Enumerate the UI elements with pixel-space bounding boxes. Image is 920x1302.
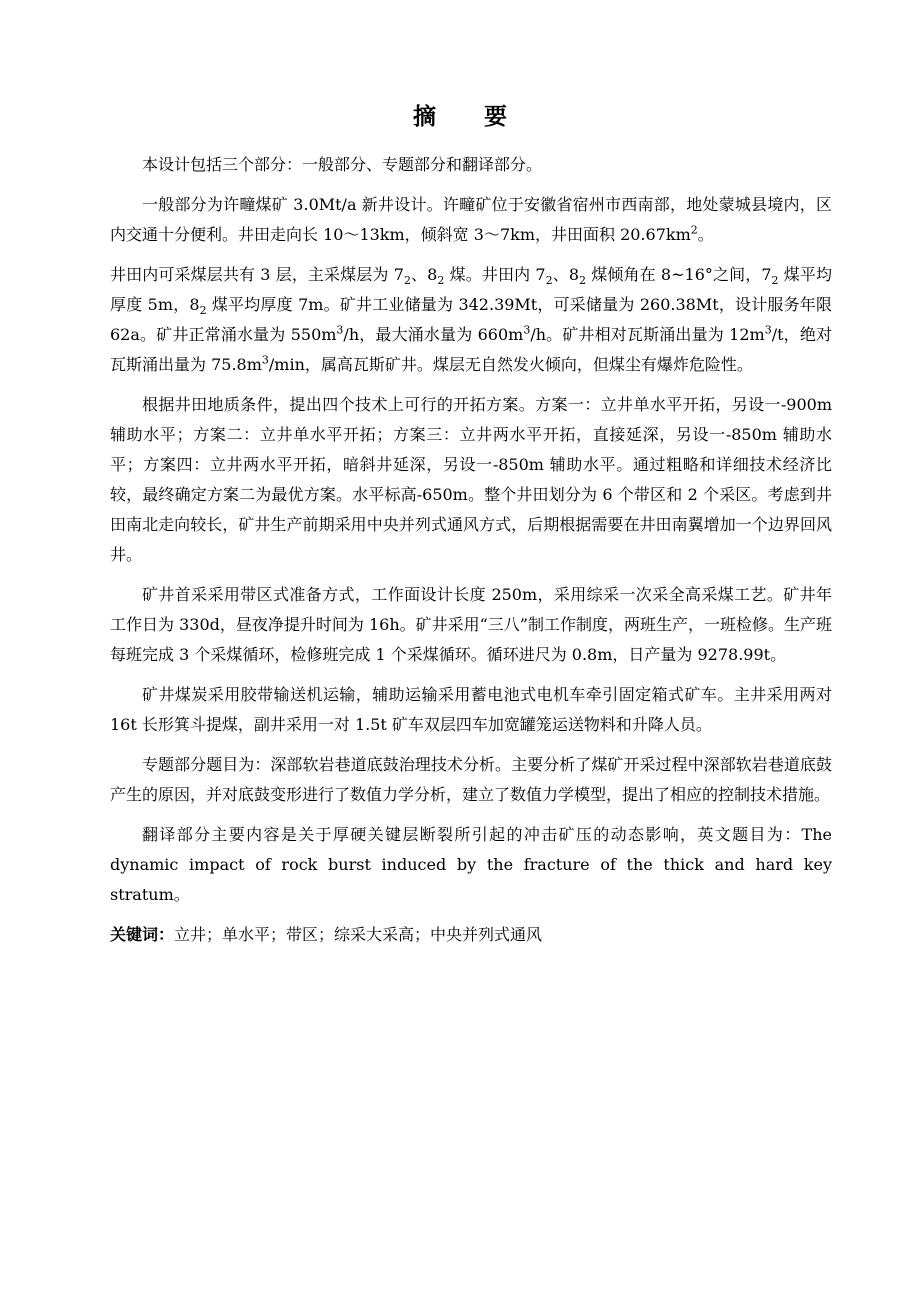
text-run: 、8 (552, 265, 580, 284)
text-run: 煤倾角在 8~16°之间，7 (586, 265, 772, 284)
subscript: 2 (771, 274, 779, 288)
text-run: 煤平均厚度 5m，8 (110, 265, 832, 314)
subscript: 2 (199, 304, 207, 318)
paragraph-intro: 本设计包括三个部分：一般部分、专题部分和翻译部分。 (142, 155, 543, 174)
text-run: 煤。井田内 7 (444, 265, 546, 284)
text-run: /t，绝对瓦斯涌出量为 75.8m (110, 325, 832, 374)
subscript: 2 (403, 274, 411, 288)
superscript: 3 (336, 323, 344, 337)
keywords-value: 立井；单水平；带区；综采大采高；中央并列式通风 (174, 925, 543, 944)
superscript: 3 (523, 323, 531, 337)
text-run: /h，最大涌水量为 660m (343, 325, 524, 344)
paragraph-general (110, 190, 832, 250)
paragraph-special-topic: 专题部分题目为：深部软岩巷道底鼓治理技术分析。主要分析了煤矿开采过程中深部软岩巷道底鼓产生的原因，并对底鼓变形进行了数值力学分析，建立了数值力学模型，提出了相应的控制技术措施。 (110, 755, 832, 804)
superscript: 3 (764, 323, 772, 337)
text-run: 一般部分为许疃煤矿 3.0Mt/a 新井设计。许疃矿位于安徽省宿州市西南部，地处蒙城县境内，区内交通十分便利。井田走向长 10～13km，倾斜宽 3～7km，井田面积 20.67km (110, 195, 832, 244)
text-run: 、8 (410, 265, 438, 284)
paragraph-mining-method: 矿井首采采用带区式准备方式，工作面设计长度 250m，采用综采一次采全高采煤工艺。矿井年工作日为 330d，昼夜净提升时间为 16h。矿井采用“三八”制工作制度，两班生产，一班检修。生产班每班完成 3 个采煤循环，检修班完成 1 个采煤循环。循环进尺为 0.8m，日产量为 9278.99t。 (110, 585, 832, 664)
text-run: 井田内可采煤层共有 3 层，主采煤层为 7 (110, 265, 404, 284)
keywords-label: 关键词： (110, 925, 175, 944)
text-run: 煤平均厚度 7m。矿井工业储量为 342.39Mt，可采储量为 260.38Mt，设计服务年限 62a。矿井正常涌水量为 550m (110, 295, 832, 344)
superscript: 2 (690, 223, 698, 237)
superscript: 3 (261, 353, 269, 367)
keywords-line (110, 920, 832, 950)
paragraph-coal-seams (110, 260, 832, 380)
text-run: 。 (697, 225, 714, 244)
text-run: /h。矿井相对瓦斯涌出量为 12m (530, 325, 765, 344)
page-title: 摘 要 (412, 104, 527, 130)
paragraph-translation: 翻译部分主要内容是关于厚硬关键层断裂所引起的冲击矿压的动态影响，英文题目为：The dynamic impact of rock burst induced by the fracture of the thick and hard key stratum。 (110, 825, 832, 904)
subscript: 2 (437, 274, 445, 288)
text-run: /min，属高瓦斯矿井。煤层无自然发火倾向，但煤尘有爆炸危险性。 (268, 355, 753, 374)
paragraph-development-plans: 根据井田地质条件，提出四个技术上可行的开拓方案。方案一：立井单水平开拓，另设一-900m 辅助水平；方案二：立井单水平开拓；方案三：立井两水平开拓，直接延深，另设一-850m 辅助水平；方案四：立井两水平开拓，暗斜井延深，另设一-850m 辅助水平。通过粗略和详细技术经济比较，最终确定方案二为最优方案。水平标高-650m。整个井田划分为 6 个带区和 2 个采区。考虑到井田南北走向较长，矿井生产前期采用中央并列式通风方式，后期根据需要在井田南翼增加一个边界回风井。 (110, 395, 832, 564)
paragraph-transport: 矿井煤炭采用胶带输送机运输，辅助运输采用蓄电池式电机车牵引固定箱式矿车。主井采用两对 16t 长形箕斗提煤，副井采用一对 1.5t 矿车双层四车加宽罐笼运送物料和升降人员。 (110, 685, 832, 734)
subscript: 2 (579, 274, 587, 288)
subscript: 2 (545, 274, 553, 288)
abstract-body (110, 150, 832, 960)
